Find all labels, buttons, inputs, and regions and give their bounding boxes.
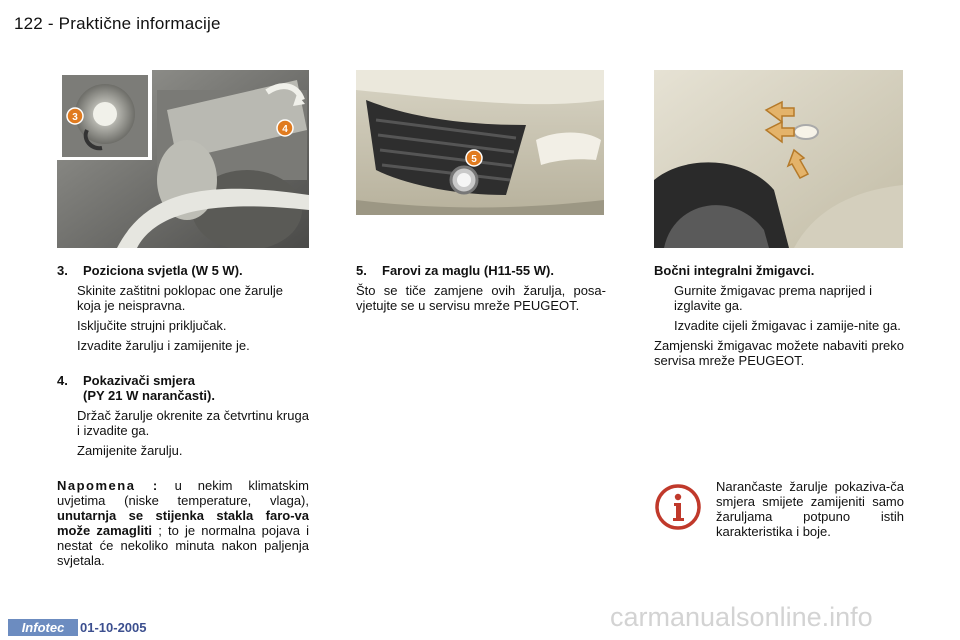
headlight-bulb-photo <box>57 70 309 248</box>
callout-4-label: 4 <box>282 124 288 135</box>
list-item: Držač žarulje okrenite za četvrtinu kruga i izvadite ga. <box>77 408 309 438</box>
section-3-heading <box>57 263 309 278</box>
list-item: Gurnite žmigavac prema naprijed i izglavite ga. <box>674 283 872 313</box>
infotec-logo: Infotec <box>8 619 78 636</box>
section-4-number: 4. <box>57 373 68 388</box>
list-item: Skinite zaštitni poklopac one žarulje koja je neispravna. <box>77 283 283 313</box>
info-icon <box>654 483 702 531</box>
section-4-heading <box>57 373 309 403</box>
side-indicator-photo <box>654 70 903 248</box>
note-paragraph: Napomena : u nekim klimatskim uvjetima (niske temperature, vlaga), unutarnja se stijenka stakla faro-va može zamagliti ; to je normalna pojava i nestat će nekoliko minuta nakon paljenja svjetala. <box>57 478 310 568</box>
info-note-text: Narančaste žarulje pokaziva-ča smjera smijete zamijeniti samo žaruljama potpuno istih karakteristika i boje. <box>716 479 904 539</box>
list-item: Zamijenite žarulju. <box>77 443 183 458</box>
page-title: 122 - Praktične informacije <box>14 14 221 33</box>
note-label: Napomena : <box>57 478 159 493</box>
column-left <box>57 263 309 568</box>
callout-5-label: 5 <box>471 154 477 165</box>
column-right <box>654 263 904 368</box>
side-indicator-heading: Bočni integralni žmigavci. <box>654 263 815 278</box>
list-item: Izvadite žarulju i zamijenite je. <box>77 338 250 353</box>
section-5-title: Farovi za maglu (H11-55 W). <box>382 263 554 278</box>
section-5-heading <box>356 263 606 278</box>
side-indicator-paragraph: Zamjenski žmigavac možete nabaviti preko servisa mreže PEUGEOT. <box>654 338 904 368</box>
section-4-title: Pokazivači smjera <box>83 373 196 388</box>
section-5-paragraph: Što se tiče zamjene ovih žarulja, posa-vjetujte se u servisu mreže PEUGEOT. <box>356 283 606 313</box>
column-middle <box>356 263 606 313</box>
section-3-number: 3. <box>57 263 68 278</box>
list-item: Isključite strujni priključak. <box>77 318 227 333</box>
footer-date: 01-10-2005 <box>80 620 147 635</box>
section-5-number: 5. <box>356 263 367 278</box>
foglight-photo <box>356 70 604 215</box>
section-4-subtitle: (PY 21 W narančasti). <box>83 388 215 403</box>
watermark: carmanualsonline.info <box>610 602 873 632</box>
list-item: Izvadite cijeli žmigavac i zamije-nite ga. <box>674 318 901 333</box>
section-3-title: Poziciona svjetla (W 5 W). <box>83 263 243 278</box>
callout-3-label: 3 <box>72 112 78 123</box>
